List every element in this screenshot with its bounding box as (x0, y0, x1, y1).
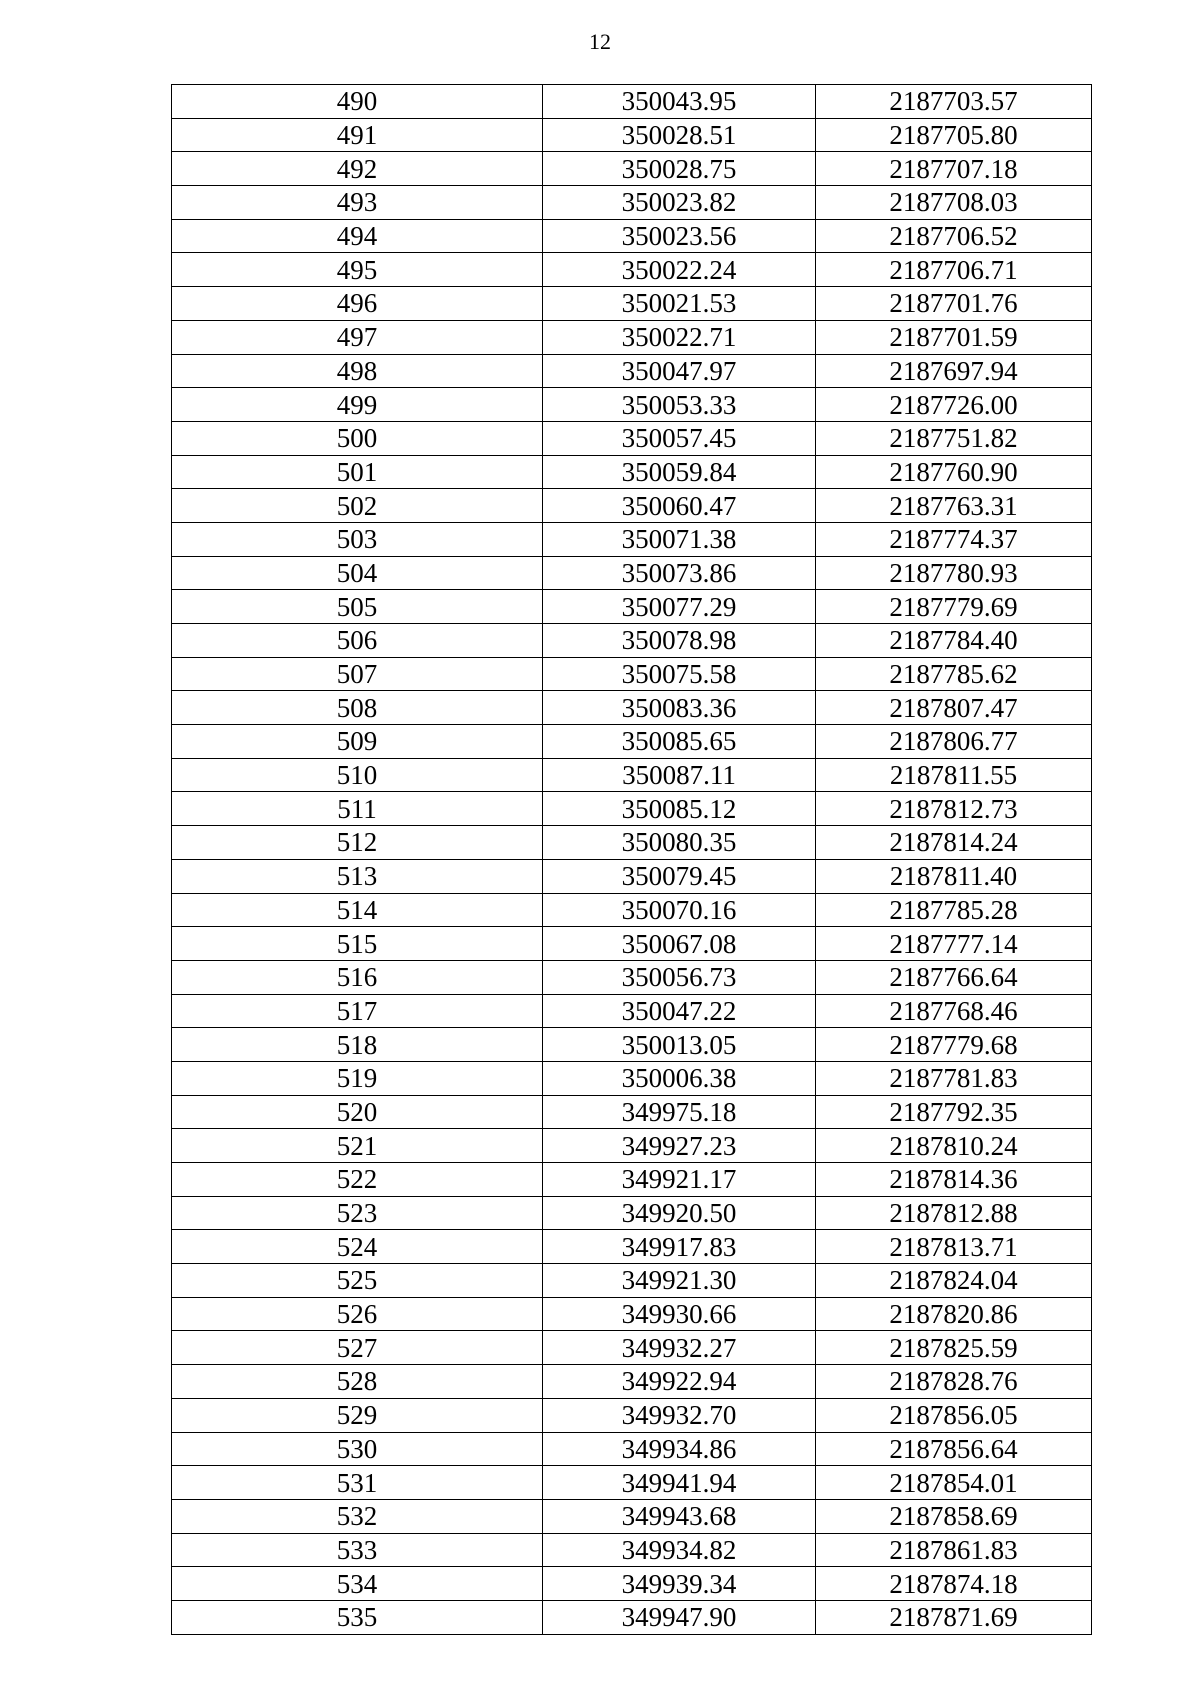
y-coordinate-cell: 2187812.88 (816, 1196, 1092, 1230)
y-coordinate-cell: 2187806.77 (816, 725, 1092, 759)
table-row (172, 1331, 1092, 1365)
table-row (172, 219, 1092, 253)
y-coordinate-cell: 2187811.55 (816, 758, 1092, 792)
y-coordinate-cell: 2187856.64 (816, 1432, 1092, 1466)
y-coordinate-cell: 2187792.35 (816, 1095, 1092, 1129)
point-number-cell: 521 (172, 1129, 543, 1163)
table-row (172, 421, 1092, 455)
y-coordinate-cell: 2187708.03 (816, 186, 1092, 220)
point-number-cell: 512 (172, 826, 543, 860)
coordinates-table-body (172, 85, 1092, 1635)
table-row (172, 556, 1092, 590)
point-number-cell: 535 (172, 1600, 543, 1634)
y-coordinate-cell: 2187763.31 (816, 489, 1092, 523)
x-coordinate-cell: 350057.45 (543, 421, 816, 455)
x-coordinate-cell: 350023.82 (543, 186, 816, 220)
table-row (172, 1432, 1092, 1466)
point-number-cell: 533 (172, 1533, 543, 1567)
x-coordinate-cell: 350087.11 (543, 758, 816, 792)
table-row (172, 1398, 1092, 1432)
table-row (172, 859, 1092, 893)
point-number-cell: 523 (172, 1196, 543, 1230)
y-coordinate-cell: 2187751.82 (816, 421, 1092, 455)
y-coordinate-cell: 2187814.24 (816, 826, 1092, 860)
y-coordinate-cell: 2187861.83 (816, 1533, 1092, 1567)
point-number-cell: 522 (172, 1163, 543, 1197)
table-row (172, 960, 1092, 994)
x-coordinate-cell: 350023.56 (543, 219, 816, 253)
table-row (172, 657, 1092, 691)
y-coordinate-cell: 2187780.93 (816, 556, 1092, 590)
y-coordinate-cell: 2187701.59 (816, 320, 1092, 354)
x-coordinate-cell: 349939.34 (543, 1567, 816, 1601)
page-number: 12 (589, 29, 611, 54)
x-coordinate-cell: 349922.94 (543, 1365, 816, 1399)
point-number-cell: 499 (172, 388, 543, 422)
point-number-cell: 519 (172, 1061, 543, 1095)
point-number-cell: 528 (172, 1365, 543, 1399)
point-number-cell: 508 (172, 691, 543, 725)
table-row (172, 1196, 1092, 1230)
y-coordinate-cell: 2187781.83 (816, 1061, 1092, 1095)
x-coordinate-cell: 350022.24 (543, 253, 816, 287)
y-coordinate-cell: 2187701.76 (816, 287, 1092, 321)
x-coordinate-cell: 350047.97 (543, 354, 816, 388)
x-coordinate-cell: 349927.23 (543, 1129, 816, 1163)
x-coordinate-cell: 350075.58 (543, 657, 816, 691)
point-number-cell: 532 (172, 1499, 543, 1533)
point-number-cell: 495 (172, 253, 543, 287)
y-coordinate-cell: 2187779.68 (816, 1028, 1092, 1062)
table-row (172, 927, 1092, 961)
table-row (172, 725, 1092, 759)
point-number-cell: 504 (172, 556, 543, 590)
table-row (172, 118, 1092, 152)
x-coordinate-cell: 349921.30 (543, 1264, 816, 1298)
table-row (172, 287, 1092, 321)
table-row (172, 186, 1092, 220)
x-coordinate-cell: 350067.08 (543, 927, 816, 961)
table-row (172, 1297, 1092, 1331)
y-coordinate-cell: 2187785.62 (816, 657, 1092, 691)
y-coordinate-cell: 2187784.40 (816, 624, 1092, 658)
x-coordinate-cell: 349917.83 (543, 1230, 816, 1264)
x-coordinate-cell: 350060.47 (543, 489, 816, 523)
table-row (172, 994, 1092, 1028)
x-coordinate-cell: 349975.18 (543, 1095, 816, 1129)
table-row (172, 253, 1092, 287)
y-coordinate-cell: 2187810.24 (816, 1129, 1092, 1163)
point-number-cell: 510 (172, 758, 543, 792)
point-number-cell: 530 (172, 1432, 543, 1466)
table-row (172, 691, 1092, 725)
table-row (172, 1365, 1092, 1399)
x-coordinate-cell: 350085.12 (543, 792, 816, 826)
table-row (172, 590, 1092, 624)
x-coordinate-cell: 350080.35 (543, 826, 816, 860)
y-coordinate-cell: 2187697.94 (816, 354, 1092, 388)
point-number-cell: 503 (172, 522, 543, 556)
x-coordinate-cell: 349932.70 (543, 1398, 816, 1432)
x-coordinate-cell: 350028.51 (543, 118, 816, 152)
x-coordinate-cell: 349932.27 (543, 1331, 816, 1365)
y-coordinate-cell: 2187858.69 (816, 1499, 1092, 1533)
y-coordinate-cell: 2187828.76 (816, 1365, 1092, 1399)
x-coordinate-cell: 350006.38 (543, 1061, 816, 1095)
coordinates-table (171, 84, 1092, 1635)
point-number-cell: 515 (172, 927, 543, 961)
point-number-cell: 511 (172, 792, 543, 826)
point-number-cell: 529 (172, 1398, 543, 1432)
x-coordinate-cell: 350071.38 (543, 522, 816, 556)
x-coordinate-cell: 350022.71 (543, 320, 816, 354)
point-number-cell: 531 (172, 1466, 543, 1500)
point-number-cell: 491 (172, 118, 543, 152)
x-coordinate-cell: 349934.86 (543, 1432, 816, 1466)
y-coordinate-cell: 2187760.90 (816, 455, 1092, 489)
table-row (172, 1028, 1092, 1062)
table-row (172, 1095, 1092, 1129)
y-coordinate-cell: 2187703.57 (816, 85, 1092, 119)
x-coordinate-cell: 349920.50 (543, 1196, 816, 1230)
point-number-cell: 527 (172, 1331, 543, 1365)
y-coordinate-cell: 2187854.01 (816, 1466, 1092, 1500)
point-number-cell: 516 (172, 960, 543, 994)
point-number-cell: 517 (172, 994, 543, 1028)
point-number-cell: 492 (172, 152, 543, 186)
point-number-cell: 518 (172, 1028, 543, 1062)
point-number-cell: 505 (172, 590, 543, 624)
table-row (172, 826, 1092, 860)
y-coordinate-cell: 2187726.00 (816, 388, 1092, 422)
table-row (172, 792, 1092, 826)
table-row (172, 1129, 1092, 1163)
y-coordinate-cell: 2187807.47 (816, 691, 1092, 725)
point-number-cell: 490 (172, 85, 543, 119)
x-coordinate-cell: 350078.98 (543, 624, 816, 658)
table-row (172, 85, 1092, 119)
x-coordinate-cell: 350077.29 (543, 590, 816, 624)
point-number-cell: 507 (172, 657, 543, 691)
y-coordinate-cell: 2187774.37 (816, 522, 1092, 556)
x-coordinate-cell: 350021.53 (543, 287, 816, 321)
x-coordinate-cell: 350059.84 (543, 455, 816, 489)
table-row (172, 1533, 1092, 1567)
point-number-cell: 509 (172, 725, 543, 759)
table-row (172, 1499, 1092, 1533)
y-coordinate-cell: 2187820.86 (816, 1297, 1092, 1331)
x-coordinate-cell: 350013.05 (543, 1028, 816, 1062)
table-row (172, 1163, 1092, 1197)
point-number-cell: 506 (172, 624, 543, 658)
y-coordinate-cell: 2187812.73 (816, 792, 1092, 826)
x-coordinate-cell: 350043.95 (543, 85, 816, 119)
y-coordinate-cell: 2187706.71 (816, 253, 1092, 287)
y-coordinate-cell: 2187824.04 (816, 1264, 1092, 1298)
y-coordinate-cell: 2187874.18 (816, 1567, 1092, 1601)
y-coordinate-cell: 2187779.69 (816, 590, 1092, 624)
x-coordinate-cell: 350083.36 (543, 691, 816, 725)
y-coordinate-cell: 2187785.28 (816, 893, 1092, 927)
y-coordinate-cell: 2187814.36 (816, 1163, 1092, 1197)
table-row (172, 455, 1092, 489)
point-number-cell: 501 (172, 455, 543, 489)
x-coordinate-cell: 350085.65 (543, 725, 816, 759)
y-coordinate-cell: 2187777.14 (816, 927, 1092, 961)
table-row (172, 1230, 1092, 1264)
x-coordinate-cell: 350070.16 (543, 893, 816, 927)
y-coordinate-cell: 2187811.40 (816, 859, 1092, 893)
x-coordinate-cell: 350079.45 (543, 859, 816, 893)
table-row (172, 893, 1092, 927)
point-number-cell: 526 (172, 1297, 543, 1331)
table-row (172, 152, 1092, 186)
y-coordinate-cell: 2187856.05 (816, 1398, 1092, 1432)
point-number-cell: 525 (172, 1264, 543, 1298)
table-row (172, 624, 1092, 658)
point-number-cell: 524 (172, 1230, 543, 1264)
table-row (172, 1061, 1092, 1095)
table-row (172, 522, 1092, 556)
table-row (172, 1264, 1092, 1298)
table-row (172, 388, 1092, 422)
table-row (172, 758, 1092, 792)
point-number-cell: 497 (172, 320, 543, 354)
table-row (172, 489, 1092, 523)
point-number-cell: 500 (172, 421, 543, 455)
x-coordinate-cell: 350073.86 (543, 556, 816, 590)
point-number-cell: 496 (172, 287, 543, 321)
table-row (172, 354, 1092, 388)
y-coordinate-cell: 2187707.18 (816, 152, 1092, 186)
x-coordinate-cell: 349943.68 (543, 1499, 816, 1533)
x-coordinate-cell: 349947.90 (543, 1600, 816, 1634)
point-number-cell: 498 (172, 354, 543, 388)
y-coordinate-cell: 2187825.59 (816, 1331, 1092, 1365)
x-coordinate-cell: 350053.33 (543, 388, 816, 422)
x-coordinate-cell: 349930.66 (543, 1297, 816, 1331)
point-number-cell: 514 (172, 893, 543, 927)
x-coordinate-cell: 349941.94 (543, 1466, 816, 1500)
point-number-cell: 493 (172, 186, 543, 220)
point-number-cell: 534 (172, 1567, 543, 1601)
x-coordinate-cell: 350047.22 (543, 994, 816, 1028)
table-row (172, 1600, 1092, 1634)
y-coordinate-cell: 2187871.69 (816, 1600, 1092, 1634)
y-coordinate-cell: 2187705.80 (816, 118, 1092, 152)
x-coordinate-cell: 350056.73 (543, 960, 816, 994)
table-row (172, 1567, 1092, 1601)
y-coordinate-cell: 2187706.52 (816, 219, 1092, 253)
y-coordinate-cell: 2187768.46 (816, 994, 1092, 1028)
x-coordinate-cell: 349921.17 (543, 1163, 816, 1197)
point-number-cell: 513 (172, 859, 543, 893)
y-coordinate-cell: 2187813.71 (816, 1230, 1092, 1264)
table-row (172, 320, 1092, 354)
x-coordinate-cell: 349934.82 (543, 1533, 816, 1567)
table-row (172, 1466, 1092, 1500)
x-coordinate-cell: 350028.75 (543, 152, 816, 186)
y-coordinate-cell: 2187766.64 (816, 960, 1092, 994)
point-number-cell: 520 (172, 1095, 543, 1129)
point-number-cell: 502 (172, 489, 543, 523)
point-number-cell: 494 (172, 219, 543, 253)
